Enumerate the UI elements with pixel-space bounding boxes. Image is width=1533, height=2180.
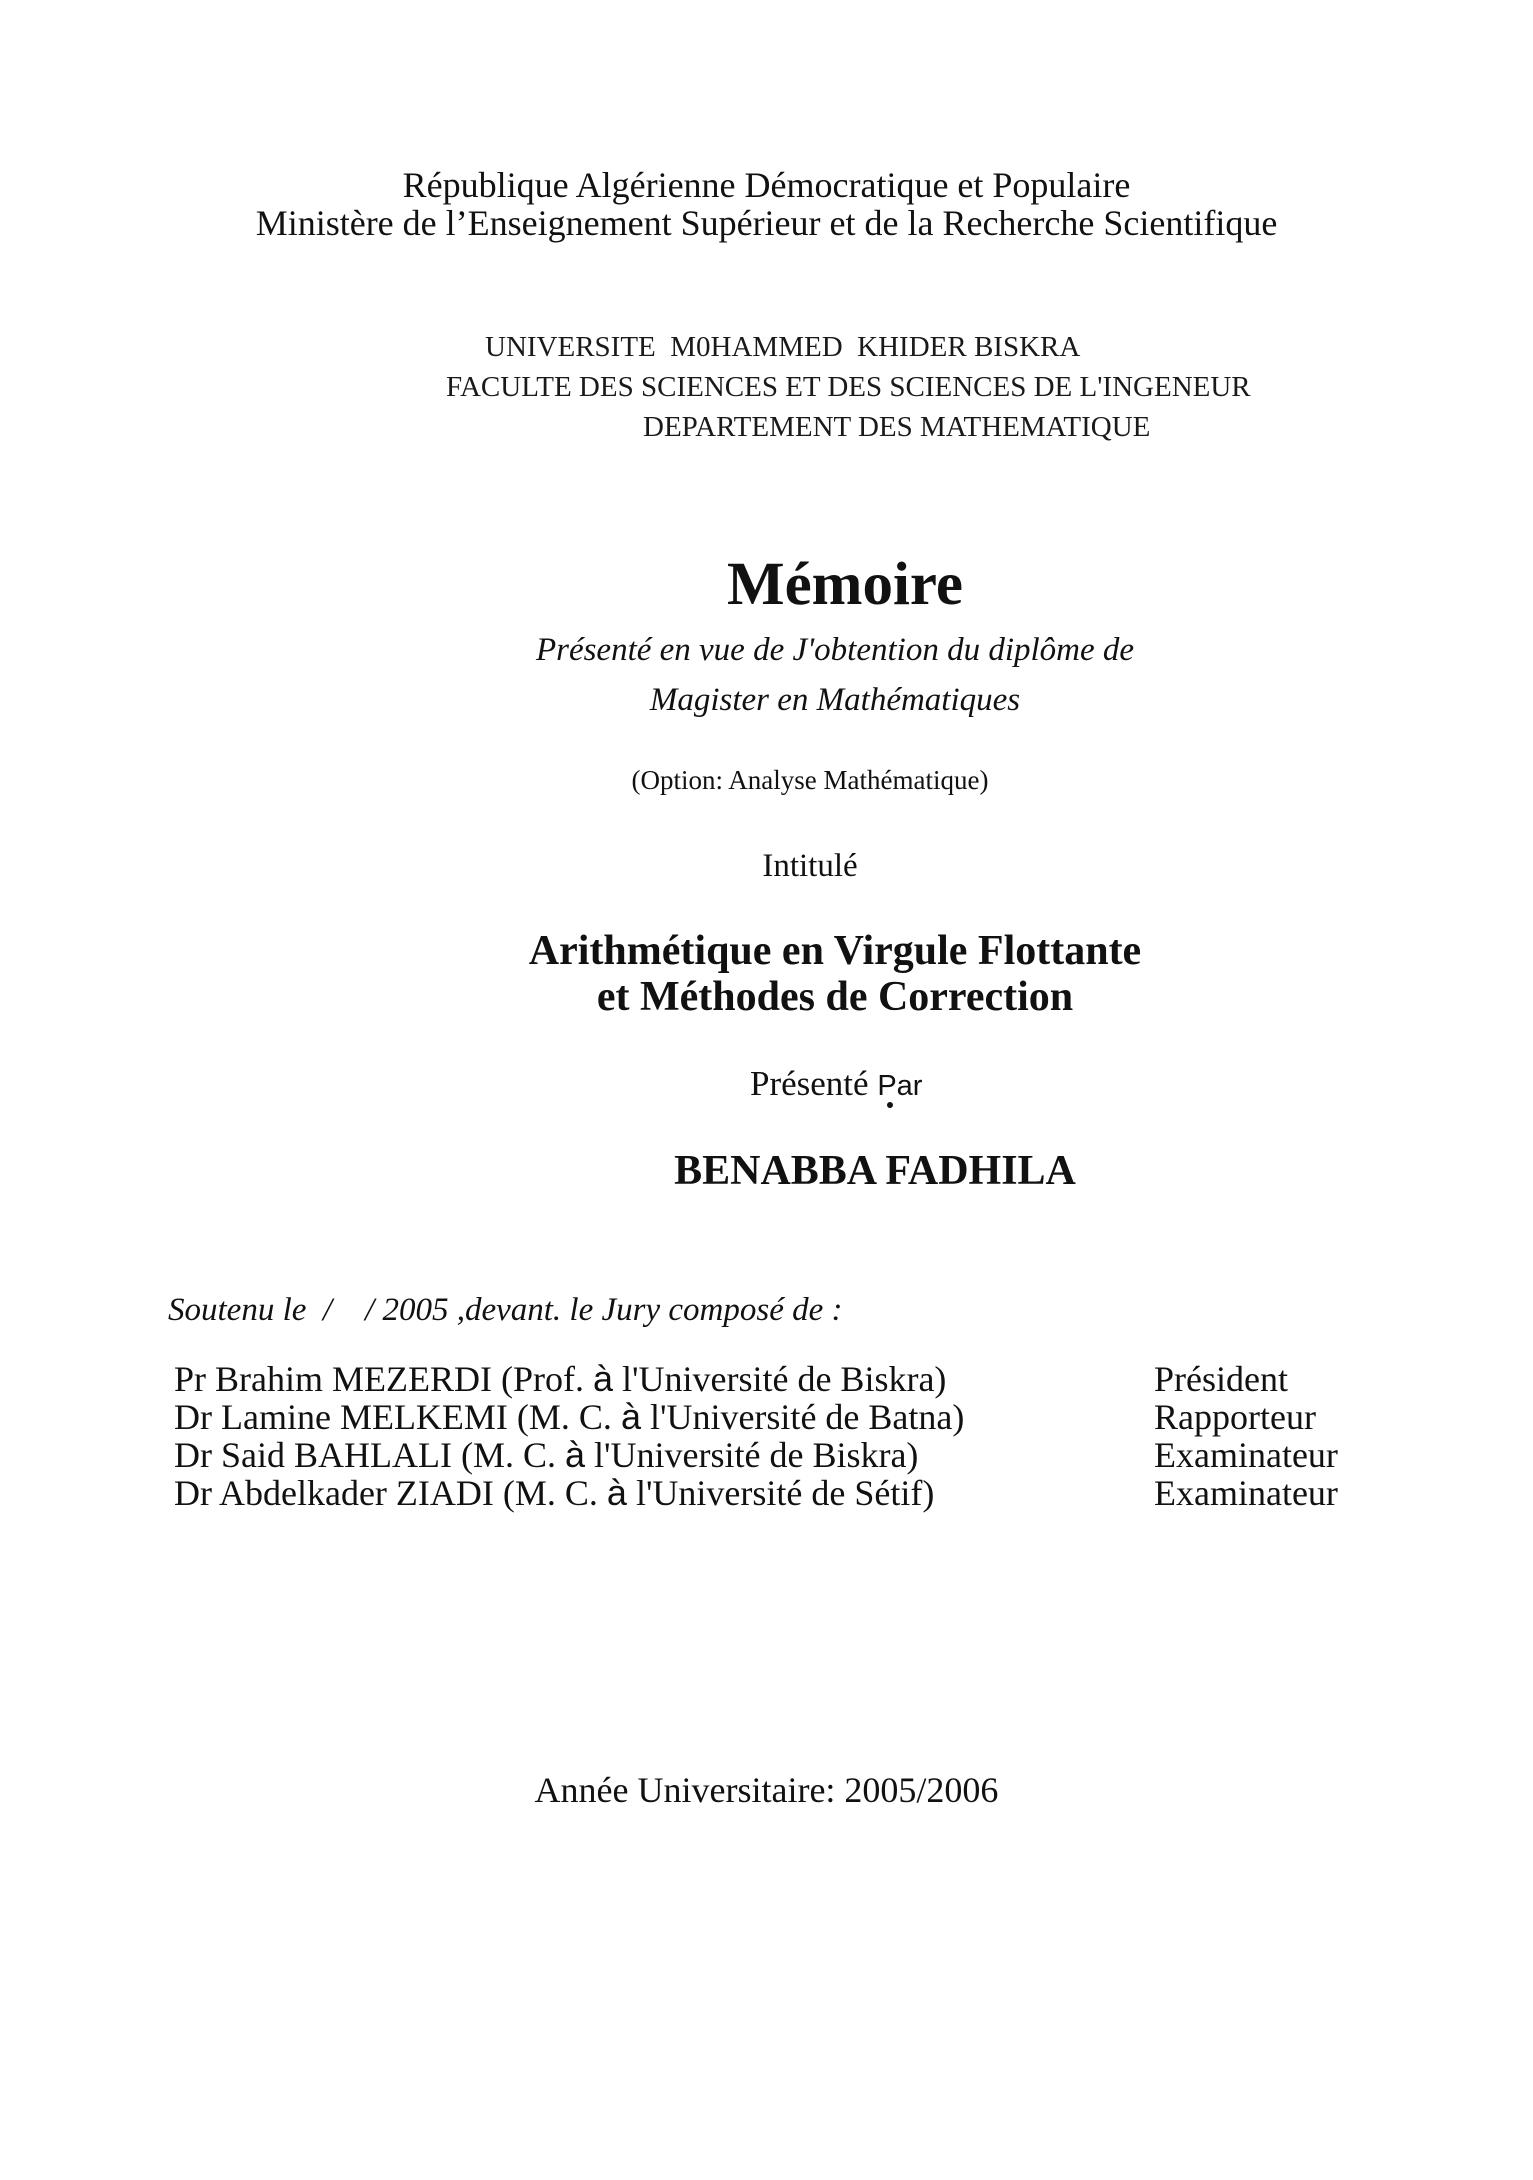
- thesis-title-line-2: et Méthodes de Correction: [596, 974, 1074, 1020]
- ministry-heading: Ministère de l’Enseignement Supérieur et de la Recherche Scientifique: [255, 203, 1278, 243]
- degree-purpose-line: Présenté en vue de J'obtention du diplôme de: [535, 632, 1135, 668]
- jury-member: Dr Lamine MELKEMI (M. C. à l'Université de Batna): [174, 1396, 965, 1437]
- jury-role: Examinateur: [1154, 1435, 1338, 1475]
- jury-row: [174, 1360, 1374, 1398]
- jury-role: Président: [1154, 1359, 1288, 1399]
- jury-member: Dr Abdelkader ZIADI (M. C. à l'Université de Sétif): [174, 1472, 935, 1513]
- author-name: BENABBA FADHILA: [674, 1148, 1076, 1194]
- defense-date-line: Soutenu le / / 2005 ,devant. le Jury composé de :: [168, 1292, 843, 1328]
- degree-name-line: Magister en Mathématiques: [649, 682, 1021, 718]
- jury-row: [174, 1436, 1374, 1474]
- department-name: DEPARTEMENT DES MATHEMATIQUE: [643, 411, 1151, 443]
- republic-heading: République Algérienne Démocratique et Populaire: [402, 165, 1131, 205]
- thesis-title-line-1: Arithmétique en Virgule Flottante: [528, 928, 1142, 974]
- jury-role: Examinateur: [1154, 1473, 1338, 1513]
- presented-by-line: [750, 1064, 922, 1106]
- jury-role: Rapporteur: [1154, 1397, 1316, 1437]
- jury-member: Pr Brahim MEZERDI (Prof. à l'Université de Biskra): [174, 1358, 947, 1399]
- jury-member: Dr Said BAHLALI (M. C. à l'Université de Biskra): [174, 1434, 919, 1475]
- academic-year: Année Universitaire: 2005/2006: [534, 1770, 999, 1810]
- jury-row: [174, 1398, 1374, 1436]
- document-type-title: Mémoire: [727, 551, 963, 618]
- presented-by-prefix: Présenté: [750, 1064, 878, 1103]
- intitule-label: Intitulé: [762, 848, 858, 884]
- faculty-name: FACULTE DES SCIENCES ET DES SCIENCES DE L'INGENEUR: [446, 371, 1251, 403]
- jury-row: [174, 1474, 1374, 1512]
- dot-mark: [887, 1102, 893, 1108]
- presented-by-suffix: Par: [877, 1070, 922, 1102]
- university-name: UNIVERSITE M0HAMMED KHIDER BISKRA: [485, 331, 1081, 363]
- option-line: (Option: Analyse Mathématique): [631, 765, 989, 795]
